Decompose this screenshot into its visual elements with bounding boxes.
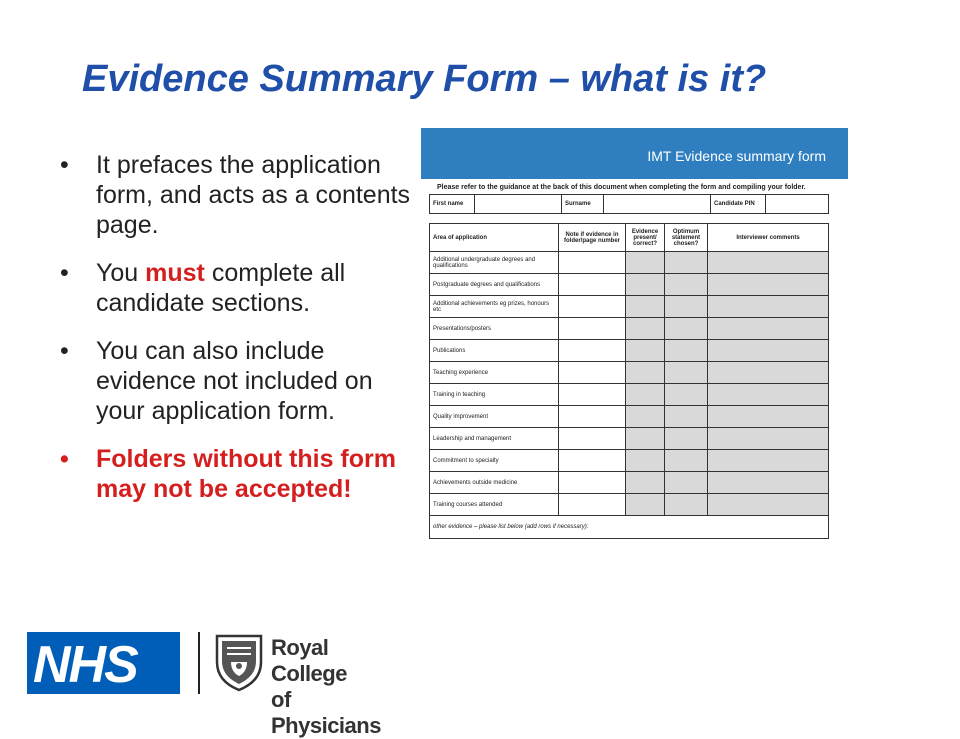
row-assessor-cell — [626, 450, 665, 472]
other-evidence-label: other evidence – please list below (add rows if necessary): — [430, 516, 829, 539]
column-header: Note if evidence in folder/page number — [559, 224, 626, 252]
field-value-candidate-pin — [766, 195, 829, 214]
row-assessor-cell — [708, 450, 829, 472]
row-assessor-cell — [665, 362, 708, 384]
row-page-cell — [559, 340, 626, 362]
bullet-item — [60, 258, 420, 318]
nhs-logo — [27, 632, 180, 694]
row-assessor-cell — [708, 340, 829, 362]
bullet-dot: • — [60, 259, 69, 287]
row-page-cell — [559, 494, 626, 516]
row-assessor-cell — [665, 340, 708, 362]
evidence-row — [430, 406, 829, 428]
row-assessor-cell — [665, 428, 708, 450]
row-page-cell — [559, 428, 626, 450]
row-label: Postgraduate degrees and qualifications — [430, 274, 559, 296]
row-label: Achievements outside medicine — [430, 472, 559, 494]
row-label: Leadership and management — [430, 428, 559, 450]
rcp-crest-icon — [213, 632, 265, 692]
row-page-cell — [559, 450, 626, 472]
row-assessor-cell — [708, 384, 829, 406]
row-assessor-cell — [708, 472, 829, 494]
row-assessor-cell — [665, 406, 708, 428]
evidence-row — [430, 384, 829, 406]
row-assessor-cell — [708, 318, 829, 340]
row-assessor-cell — [626, 494, 665, 516]
bullet-item-warning — [60, 444, 420, 504]
evidence-row — [430, 472, 829, 494]
row-assessor-cell — [626, 406, 665, 428]
evidence-row — [430, 252, 829, 274]
bullet-text: It prefaces the application form, and acts as a contents page. — [96, 151, 411, 239]
row-assessor-cell — [665, 494, 708, 516]
row-label: Training courses attended — [430, 494, 559, 516]
row-assessor-cell — [626, 318, 665, 340]
logo-divider — [198, 632, 200, 694]
row-assessor-cell — [708, 428, 829, 450]
evidence-table — [429, 223, 829, 539]
row-assessor-cell — [708, 406, 829, 428]
bullet-text-end: complete all candidate sections. — [96, 259, 346, 317]
row-label: Quality improvement — [430, 406, 559, 428]
row-assessor-cell — [626, 472, 665, 494]
form-note: Please refer to the guidance at the back of this document when completing the form and compiling your folder. — [437, 184, 806, 191]
row-assessor-cell — [665, 384, 708, 406]
slide-title: Evidence Summary Form – what is it? — [82, 58, 767, 100]
field-label-surname: Surname — [562, 195, 604, 214]
nhs-logo-text: NHS — [33, 636, 137, 694]
bullet-dot: • — [60, 445, 69, 473]
field-label-candidate-pin: Candidate PIN — [711, 195, 766, 214]
row-assessor-cell — [708, 296, 829, 318]
evidence-row — [430, 450, 829, 472]
row-assessor-cell — [626, 340, 665, 362]
bullet-text: You can also include evidence not included on your application form. — [96, 337, 373, 425]
bullet-list — [60, 150, 420, 522]
row-assessor-cell — [708, 274, 829, 296]
row-assessor-cell — [626, 428, 665, 450]
evidence-row — [430, 296, 829, 318]
row-assessor-cell — [665, 318, 708, 340]
row-label: Additional undergraduate degrees and qualifications — [430, 252, 559, 274]
row-label: Publications — [430, 340, 559, 362]
field-value-surname — [604, 195, 711, 214]
row-assessor-cell — [708, 362, 829, 384]
column-header: Area of application — [430, 224, 559, 252]
row-page-cell — [559, 406, 626, 428]
candidate-id-table — [429, 194, 829, 214]
row-page-cell — [559, 274, 626, 296]
row-assessor-cell — [665, 450, 708, 472]
row-assessor-cell — [626, 362, 665, 384]
rcp-logo-line2: of Physicians — [271, 687, 381, 738]
field-value-first-name — [475, 195, 562, 214]
bullet-text-start: You — [96, 259, 146, 287]
row-label: Additional achievements eg prizes, honours etc — [430, 296, 559, 318]
row-label: Training in teaching — [430, 384, 559, 406]
row-assessor-cell — [665, 472, 708, 494]
evidence-row — [430, 340, 829, 362]
row-page-cell — [559, 252, 626, 274]
row-label: Teaching experience — [430, 362, 559, 384]
row-assessor-cell — [708, 494, 829, 516]
evidence-row — [430, 362, 829, 384]
evidence-row — [430, 318, 829, 340]
row-assessor-cell — [626, 384, 665, 406]
row-label: Commitment to specialty — [430, 450, 559, 472]
bullet-item — [60, 150, 420, 240]
evidence-row — [430, 428, 829, 450]
row-label: Presentations/posters — [430, 318, 559, 340]
row-assessor-cell — [626, 274, 665, 296]
row-assessor-cell — [665, 252, 708, 274]
form-header-title: IMT Evidence summary form — [647, 148, 826, 164]
evidence-row — [430, 274, 829, 296]
field-label-first-name: First name — [430, 195, 475, 214]
column-header: Evidence present/ correct? — [626, 224, 665, 252]
row-page-cell — [559, 362, 626, 384]
bullet-emphasis: must — [145, 259, 205, 287]
row-assessor-cell — [626, 296, 665, 318]
row-page-cell — [559, 318, 626, 340]
row-page-cell — [559, 296, 626, 318]
row-assessor-cell — [626, 252, 665, 274]
bullet-dot: • — [60, 151, 69, 179]
evidence-rows — [430, 252, 829, 539]
column-header: Optimum statement chosen? — [665, 224, 708, 252]
bullet-text: Folders without this form may not be accepted! — [96, 445, 396, 503]
row-assessor-cell — [708, 252, 829, 274]
bullet-item — [60, 336, 420, 426]
row-assessor-cell — [665, 274, 708, 296]
bullet-dot: • — [60, 337, 69, 365]
evidence-form-image — [421, 128, 848, 542]
row-assessor-cell — [665, 296, 708, 318]
row-page-cell — [559, 384, 626, 406]
column-header: Interviewer comments — [708, 224, 829, 252]
rcp-logo-text — [271, 635, 381, 739]
rcp-logo-line1: Royal College — [271, 635, 347, 686]
form-header — [421, 128, 848, 179]
row-page-cell — [559, 472, 626, 494]
other-evidence-row — [430, 516, 829, 539]
evidence-row — [430, 494, 829, 516]
